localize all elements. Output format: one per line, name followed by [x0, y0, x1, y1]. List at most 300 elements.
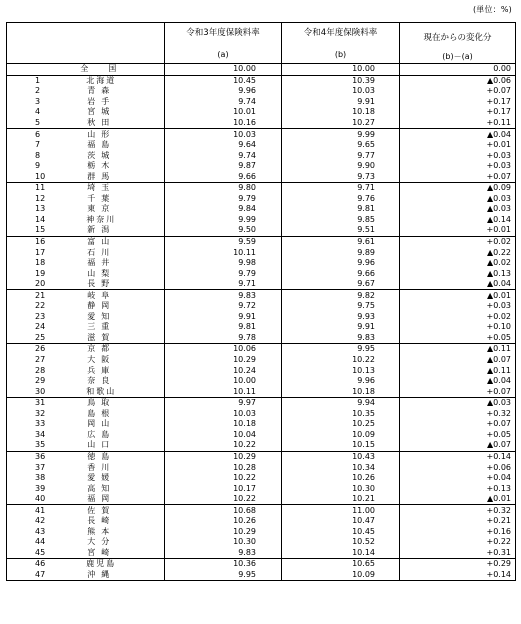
- header-rate-b: [282, 23, 400, 64]
- rate-b-cell: 9.65: [282, 140, 400, 151]
- prefecture-name: [39, 527, 165, 538]
- prefecture-name: [39, 290, 165, 301]
- table-row: [7, 365, 516, 376]
- prefecture-name: [39, 171, 165, 182]
- rate-a-cell: 9.72: [165, 301, 282, 312]
- national-rate-b: 10.00: [282, 64, 400, 76]
- header-rate-a: [165, 23, 282, 64]
- diff-cell: +0.02: [400, 312, 516, 323]
- rate-a-cell: 10.29: [165, 355, 282, 366]
- rate-a-cell: 10.06: [165, 344, 282, 355]
- row-number: 18: [7, 258, 39, 269]
- prefecture-name-text: 新潟: [87, 225, 116, 235]
- diff-cell: ▲0.07: [400, 440, 516, 451]
- row-number: 39: [7, 483, 39, 494]
- prefecture-name: [39, 129, 165, 140]
- rate-b-cell: 9.96: [282, 376, 400, 387]
- rate-b-cell: 9.89: [282, 247, 400, 258]
- diff-cell: +0.07: [400, 419, 516, 430]
- diff-cell: +0.07: [400, 386, 516, 397]
- rate-b-cell: 10.35: [282, 409, 400, 420]
- diff-cell: +0.13: [400, 483, 516, 494]
- prefecture-name-text: 北海道: [86, 75, 117, 85]
- diff-cell: ▲0.03: [400, 397, 516, 408]
- row-number: 35: [7, 440, 39, 451]
- rate-a-cell: 9.59: [165, 236, 282, 247]
- prefecture-name: [39, 376, 165, 387]
- table-row: [7, 376, 516, 387]
- rate-b-cell: 9.83: [282, 333, 400, 344]
- rate-a-cell: 10.00: [165, 376, 282, 387]
- rate-b-cell: 10.43: [282, 451, 400, 462]
- national-row: [7, 64, 516, 76]
- rate-b-cell: 9.85: [282, 215, 400, 226]
- diff-cell: +0.06: [400, 462, 516, 473]
- prefecture-name-text: 沖縄: [87, 569, 116, 579]
- rate-a-cell: 10.24: [165, 365, 282, 376]
- diff-cell: +0.14: [400, 451, 516, 462]
- table-row: [7, 386, 516, 397]
- rate-b-cell: 10.65: [282, 559, 400, 570]
- rate-a-cell: 10.01: [165, 107, 282, 118]
- table-row: [7, 440, 516, 451]
- diff-cell: ▲0.13: [400, 268, 516, 279]
- prefecture-name-text: 宮城: [87, 107, 116, 117]
- prefecture-name: [39, 462, 165, 473]
- prefecture-name: [39, 215, 165, 226]
- rate-a-cell: 10.11: [165, 386, 282, 397]
- diff-cell: ▲0.04: [400, 129, 516, 140]
- prefecture-name: [39, 483, 165, 494]
- prefecture-name: [39, 247, 165, 258]
- row-number: 26: [7, 344, 39, 355]
- row-number: 32: [7, 409, 39, 420]
- table-row: [7, 312, 516, 323]
- prefecture-name-text: 茨城: [87, 150, 116, 160]
- row-number: 22: [7, 301, 39, 312]
- row-number: 3: [7, 97, 39, 108]
- row-number: 21: [7, 290, 39, 301]
- header-diff: [400, 23, 516, 64]
- table-row: [7, 97, 516, 108]
- national-rate-a: 10.00: [165, 64, 282, 76]
- table-row: [7, 268, 516, 279]
- rate-a-cell: 9.84: [165, 204, 282, 215]
- national-diff: 0.00: [400, 64, 516, 76]
- prefecture-name-text: 青森: [87, 86, 116, 96]
- table-row: [7, 75, 516, 86]
- diff-cell: +0.04: [400, 473, 516, 484]
- table-row: [7, 462, 516, 473]
- prefecture-name-text: 鹿児島: [86, 559, 117, 569]
- table-row: [7, 537, 516, 548]
- national-name: [39, 64, 165, 76]
- diff-cell: ▲0.06: [400, 75, 516, 86]
- rate-b-cell: 10.52: [282, 537, 400, 548]
- prefecture-name: [39, 204, 165, 215]
- prefecture-name-text: 滋賀: [87, 332, 116, 342]
- prefecture-name: [39, 570, 165, 581]
- row-number: 34: [7, 430, 39, 441]
- row-number: 1: [7, 75, 39, 86]
- row-number: 24: [7, 322, 39, 333]
- diff-cell: +0.07: [400, 171, 516, 182]
- prefecture-name: [39, 473, 165, 484]
- table-row: [7, 171, 516, 182]
- insurance-rate-table: [6, 22, 516, 581]
- unit-note: (単位：%): [472, 5, 512, 14]
- table-row: [7, 570, 516, 581]
- prefecture-name: [39, 183, 165, 194]
- rate-b-cell: 9.96: [282, 258, 400, 269]
- prefecture-name-text: 山口: [87, 440, 116, 450]
- table-row: [7, 215, 516, 226]
- table-row: [7, 258, 516, 269]
- prefecture-name: [39, 258, 165, 269]
- prefecture-name-text: 和歌山: [86, 386, 117, 396]
- diff-cell: +0.14: [400, 570, 516, 581]
- row-number: 12: [7, 194, 39, 205]
- prefecture-name-text: 福井: [87, 258, 116, 268]
- prefecture-name-text: 埼玉: [87, 183, 116, 193]
- table-row: [7, 494, 516, 505]
- table-row: [7, 344, 516, 355]
- table-row: [7, 194, 516, 205]
- rate-a-cell: 9.66: [165, 171, 282, 182]
- rate-b-cell: 9.77: [282, 150, 400, 161]
- diff-cell: ▲0.03: [400, 204, 516, 215]
- prefecture-name-text: 長野: [87, 279, 116, 289]
- table-row: [7, 129, 516, 140]
- rate-b-cell: 9.67: [282, 279, 400, 290]
- rate-b-cell: 9.81: [282, 204, 400, 215]
- prefecture-name-text: 秋田: [87, 118, 116, 127]
- diff-cell: +0.31: [400, 548, 516, 559]
- rate-a-cell: 9.74: [165, 97, 282, 108]
- rate-b-cell: 9.91: [282, 322, 400, 333]
- header-diff-sub: (b)－(a): [442, 52, 473, 61]
- rate-b-cell: 10.14: [282, 548, 400, 559]
- prefecture-name: [39, 312, 165, 323]
- diff-cell: +0.03: [400, 150, 516, 161]
- rate-a-cell: 10.36: [165, 559, 282, 570]
- row-number: 5: [7, 118, 39, 129]
- rate-b-cell: 9.73: [282, 171, 400, 182]
- table-row: [7, 161, 516, 172]
- rate-b-cell: 10.45: [282, 527, 400, 538]
- rate-a-cell: 10.11: [165, 247, 282, 258]
- prefecture-name: [39, 140, 165, 151]
- table-row: [7, 483, 516, 494]
- rate-b-cell: 9.95: [282, 344, 400, 355]
- row-number: 11: [7, 183, 39, 194]
- rate-a-cell: 9.83: [165, 548, 282, 559]
- prefecture-name-text: 大分: [87, 537, 116, 547]
- prefecture-name-text: 岩手: [87, 96, 116, 106]
- row-number: 40: [7, 494, 39, 505]
- prefecture-name: [39, 86, 165, 97]
- rate-b-cell: 10.18: [282, 107, 400, 118]
- rate-a-cell: 10.22: [165, 440, 282, 451]
- diff-cell: ▲0.09: [400, 183, 516, 194]
- header-prefecture-blank: [39, 23, 165, 64]
- rate-a-cell: 9.78: [165, 333, 282, 344]
- rate-b-cell: 9.75: [282, 301, 400, 312]
- rate-a-cell: 9.80: [165, 183, 282, 194]
- prefecture-name: [39, 279, 165, 290]
- rate-a-cell: 9.81: [165, 322, 282, 333]
- rate-b-cell: 11.00: [282, 505, 400, 516]
- row-number: 15: [7, 225, 39, 236]
- prefecture-name: [39, 505, 165, 516]
- table-row: [7, 473, 516, 484]
- row-number: 19: [7, 268, 39, 279]
- prefecture-name-text: 奈良: [87, 376, 116, 386]
- rate-a-cell: 9.83: [165, 290, 282, 301]
- diff-cell: +0.05: [400, 333, 516, 344]
- diff-cell: ▲0.01: [400, 290, 516, 301]
- table-row: [7, 290, 516, 301]
- row-number: 9: [7, 161, 39, 172]
- prefecture-name-text: 富山: [87, 237, 116, 247]
- prefecture-name-text: 熊本: [87, 526, 116, 536]
- rate-b-cell: 9.66: [282, 268, 400, 279]
- rate-b-cell: 10.13: [282, 365, 400, 376]
- rate-a-cell: 10.18: [165, 419, 282, 430]
- prefecture-name-text: 兵庫: [87, 365, 116, 375]
- row-number: 30: [7, 386, 39, 397]
- prefecture-name: [39, 333, 165, 344]
- row-number: 45: [7, 548, 39, 559]
- rate-b-cell: 9.93: [282, 312, 400, 323]
- rate-a-cell: 9.96: [165, 86, 282, 97]
- table-row: [7, 236, 516, 247]
- row-number: 31: [7, 397, 39, 408]
- table-row: [7, 333, 516, 344]
- prefecture-name-text: 神奈川: [86, 214, 117, 224]
- prefecture-name: [39, 419, 165, 430]
- row-number: 7: [7, 140, 39, 151]
- rate-a-cell: 10.03: [165, 409, 282, 420]
- rate-a-cell: 10.29: [165, 527, 282, 538]
- national-number-blank: [7, 64, 39, 76]
- diff-cell: +0.32: [400, 505, 516, 516]
- diff-cell: +0.01: [400, 225, 516, 236]
- row-number: 14: [7, 215, 39, 226]
- prefecture-name-text: 香川: [87, 462, 116, 472]
- rate-b-cell: 10.39: [282, 75, 400, 86]
- prefecture-name-text: 鳥取: [87, 398, 116, 408]
- prefecture-name-text: 山形: [87, 129, 116, 139]
- rate-a-cell: 9.97: [165, 397, 282, 408]
- diff-cell: ▲0.01: [400, 494, 516, 505]
- prefecture-name-text: 静岡: [87, 301, 116, 311]
- prefecture-name: [39, 268, 165, 279]
- rate-b-cell: 10.09: [282, 430, 400, 441]
- row-number: 20: [7, 279, 39, 290]
- rate-a-cell: 9.95: [165, 570, 282, 581]
- rate-a-cell: 10.22: [165, 494, 282, 505]
- diff-cell: ▲0.22: [400, 247, 516, 258]
- row-number: 13: [7, 204, 39, 215]
- row-number: 6: [7, 129, 39, 140]
- diff-cell: ▲0.07: [400, 355, 516, 366]
- prefecture-name: [39, 559, 165, 570]
- table-row: [7, 225, 516, 236]
- prefecture-name: [39, 440, 165, 451]
- prefecture-name: [39, 344, 165, 355]
- prefecture-name-text: 東京: [87, 204, 116, 214]
- table-row: [7, 279, 516, 290]
- prefecture-name: [39, 107, 165, 118]
- prefecture-name: [39, 322, 165, 333]
- table-row: [7, 86, 516, 97]
- table-row: [7, 107, 516, 118]
- table-row: [7, 204, 516, 215]
- prefecture-name-text: 栃木: [87, 161, 116, 171]
- prefecture-name: [39, 451, 165, 462]
- diff-cell: +0.17: [400, 107, 516, 118]
- rate-a-cell: 10.30: [165, 537, 282, 548]
- national-name-text: 全 国: [80, 64, 123, 74]
- table-row: [7, 355, 516, 366]
- prefecture-name: [39, 494, 165, 505]
- rate-a-cell: 9.91: [165, 312, 282, 323]
- table-row: [7, 516, 516, 527]
- row-number: 41: [7, 505, 39, 516]
- diff-cell: +0.10: [400, 322, 516, 333]
- row-number: 37: [7, 462, 39, 473]
- prefecture-name: [39, 225, 165, 236]
- rate-a-cell: 9.50: [165, 225, 282, 236]
- rate-b-cell: 9.61: [282, 236, 400, 247]
- table-row: [7, 430, 516, 441]
- prefecture-name: [39, 150, 165, 161]
- prefecture-name-text: 福岡: [87, 494, 116, 504]
- rate-a-cell: 10.29: [165, 451, 282, 462]
- prefecture-name-text: 千葉: [87, 193, 116, 203]
- prefecture-name-text: 三重: [87, 322, 116, 332]
- diff-cell: +0.07: [400, 86, 516, 97]
- row-number: 36: [7, 451, 39, 462]
- diff-cell: +0.03: [400, 161, 516, 172]
- prefecture-name: [39, 548, 165, 559]
- rate-b-cell: 10.03: [282, 86, 400, 97]
- rate-b-cell: 9.71: [282, 183, 400, 194]
- header-diff-label: 現在からの変化分: [423, 33, 492, 43]
- rate-b-cell: 10.26: [282, 473, 400, 484]
- table-row: [7, 397, 516, 408]
- diff-cell: ▲0.14: [400, 215, 516, 226]
- rate-a-cell: 10.28: [165, 462, 282, 473]
- prefecture-name-text: 徳島: [87, 451, 116, 461]
- rate-b-cell: 9.76: [282, 194, 400, 205]
- table-row: [7, 419, 516, 430]
- prefecture-name-text: 愛知: [87, 311, 116, 321]
- table-row: [7, 183, 516, 194]
- rate-a-cell: 10.22: [165, 473, 282, 484]
- diff-cell: ▲0.11: [400, 365, 516, 376]
- table-row: [7, 505, 516, 516]
- rate-b-cell: 10.27: [282, 118, 400, 129]
- rate-b-cell: 10.15: [282, 440, 400, 451]
- diff-cell: +0.05: [400, 430, 516, 441]
- rate-a-cell: 9.64: [165, 140, 282, 151]
- table-row: [7, 559, 516, 570]
- row-number: 43: [7, 527, 39, 538]
- diff-cell: +0.17: [400, 97, 516, 108]
- row-number: 17: [7, 247, 39, 258]
- row-number: 44: [7, 537, 39, 548]
- rate-b-cell: 10.30: [282, 483, 400, 494]
- row-number: 10: [7, 171, 39, 182]
- prefecture-name-text: 長崎: [87, 516, 116, 526]
- prefecture-name-text: 島根: [87, 408, 116, 418]
- diff-cell: +0.22: [400, 537, 516, 548]
- header-rate-a-label: 令和3年度保険料率: [186, 28, 260, 38]
- prefecture-name-text: 佐賀: [87, 505, 116, 515]
- prefecture-name-text: 福島: [87, 140, 116, 150]
- prefecture-name-text: 宮崎: [87, 547, 116, 557]
- header-rate-b-label: 令和4年度保険料率: [303, 28, 378, 38]
- rate-a-cell: 9.74: [165, 150, 282, 161]
- prefecture-name-text: 石川: [87, 247, 116, 257]
- diff-cell: +0.16: [400, 527, 516, 538]
- row-number: 16: [7, 236, 39, 247]
- prefecture-name: [39, 97, 165, 108]
- table-row: [7, 451, 516, 462]
- diff-cell: +0.32: [400, 409, 516, 420]
- rate-a-cell: 9.87: [165, 161, 282, 172]
- row-number: 8: [7, 150, 39, 161]
- diff-cell: +0.11: [400, 118, 516, 129]
- prefecture-name-text: 高知: [87, 483, 116, 493]
- rate-a-cell: 10.45: [165, 75, 282, 86]
- prefecture-name: [39, 430, 165, 441]
- prefecture-name: [39, 397, 165, 408]
- rate-b-cell: 9.51: [282, 225, 400, 236]
- row-number: 28: [7, 365, 39, 376]
- prefecture-name-text: 広島: [87, 429, 116, 439]
- prefecture-name: [39, 301, 165, 312]
- header-rate-b-sub: (b): [334, 50, 347, 59]
- diff-cell: +0.21: [400, 516, 516, 527]
- diff-cell: +0.02: [400, 236, 516, 247]
- prefecture-name-text: 大阪: [87, 355, 116, 365]
- row-number: 4: [7, 107, 39, 118]
- rate-b-cell: 10.18: [282, 386, 400, 397]
- diff-cell: ▲0.02: [400, 258, 516, 269]
- rate-b-cell: 9.99: [282, 129, 400, 140]
- prefecture-name-text: 愛媛: [87, 473, 116, 483]
- diff-cell: +0.01: [400, 140, 516, 151]
- rate-a-cell: 10.68: [165, 505, 282, 516]
- rate-b-cell: 10.34: [282, 462, 400, 473]
- table-row: [7, 548, 516, 559]
- table-row: [7, 322, 516, 333]
- row-number: 25: [7, 333, 39, 344]
- rate-a-cell: 9.71: [165, 279, 282, 290]
- prefecture-name: [39, 409, 165, 420]
- rate-b-cell: 10.21: [282, 494, 400, 505]
- rate-b-cell: 9.94: [282, 397, 400, 408]
- rate-b-cell: 10.09: [282, 570, 400, 581]
- diff-cell: ▲0.04: [400, 279, 516, 290]
- prefecture-name-text: 京都: [87, 344, 116, 354]
- diff-cell: ▲0.03: [400, 194, 516, 205]
- rate-a-cell: 10.17: [165, 483, 282, 494]
- row-number: 29: [7, 376, 39, 387]
